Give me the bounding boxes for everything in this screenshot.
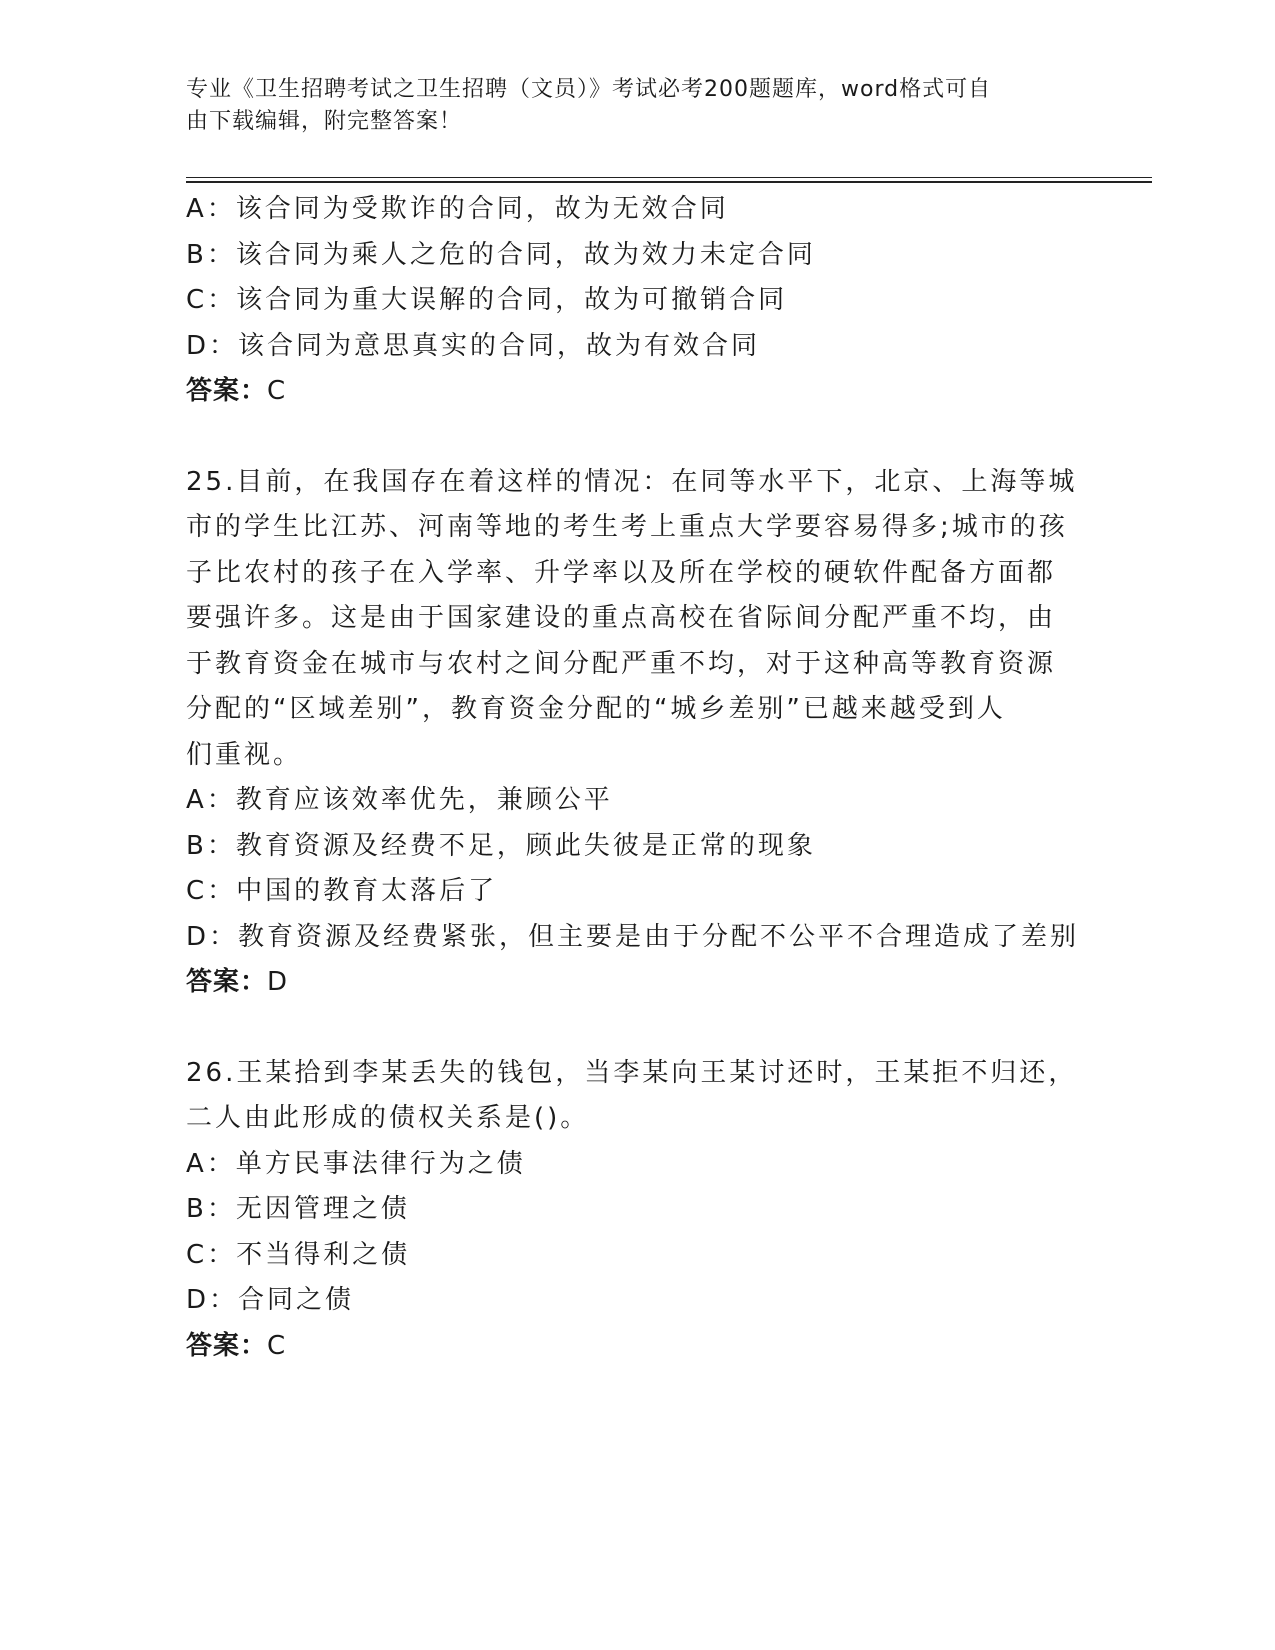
question-text-line: 要强许多。这是由于国家建设的重点高校在省际间分配严重不均，由 [186,603,1057,633]
option-d: D：合同之债 [186,1285,355,1315]
question-25-block [186,460,1086,1006]
option-b: B：无因管理之债 [186,1194,410,1224]
option-d: D：教育资源及经费紧张，但主要是由于分配不公平不合理造成了差别 [186,921,1080,952]
document-header [186,74,1066,138]
option-a: A：教育应该效率优先，兼顾公平 [186,785,613,815]
question-text-line: 子比农村的孩子在入学率、升学率以及所在学校的硬软件配备方面都 [186,557,1057,588]
document-body [186,187,1086,1369]
answer-line [186,960,1086,1006]
option-d: D：该合同为意思真实的合同，故为有效合同 [186,330,761,361]
option-a: A：单方民事法律行为之债 [186,1148,526,1179]
answer-value: D [267,967,289,997]
option-c: C：中国的教育太落后了 [186,876,498,906]
answer-line [186,369,1086,415]
question-text-line: 25.目前，在我国存在着这样的情况：在同等水平下，北京、上海等城 [186,466,1078,497]
question-26-block [186,1051,1086,1370]
answer-value: C [267,1330,287,1361]
header-rule-thin [186,177,1152,178]
question-text-line: 市的学生比江苏、河南等地的考生考上重点大学要容易得多;城市的孩 [186,512,1068,542]
option-b: B：该合同为乘人之危的合同，故为效力未定合同 [186,239,816,270]
option-b: B：教育资源及经费不足，顾此失彼是正常的现象 [186,830,816,861]
answer-label: 答案： [186,376,268,406]
question-text-line: 于教育资金在城市与农村之间分配严重不均，对于这种高等教育资源 [186,648,1057,679]
option-c: C：该合同为重大误解的合同，故为可撤销合同 [186,285,788,315]
spacer [186,1006,1086,1051]
answer-line [186,1324,1086,1370]
option-c: C：不当得利之债 [186,1239,411,1270]
header-rule-thick [186,181,1152,183]
question-text-line: 26.王某拾到李某丢失的钱包，当李某向王某讨还时，王某拒不归还， [186,1057,1078,1088]
header-title-line-2: 由下载编辑，附完整答案！ [186,109,463,134]
option-a: A：该合同为受欺诈的合同，故为无效合同 [186,194,729,224]
spacer [186,415,1086,460]
question-24-block [186,187,1086,415]
answer-label: 答案： [186,967,268,997]
answer-label: 答案： [186,1330,268,1361]
header-title-line-1: 专业《卫生招聘考试之卫生招聘（文员）》考试必考200题题库，word格式可自 [186,77,992,102]
question-text-line: 分配的“区域差别”，教育资金分配的“城乡差别”已越来越受到人 [186,694,1006,724]
question-text-line: 二人由此形成的债权关系是()。 [186,1103,590,1133]
answer-value: C [267,376,287,406]
question-text-line: 们重视。 [186,739,303,770]
